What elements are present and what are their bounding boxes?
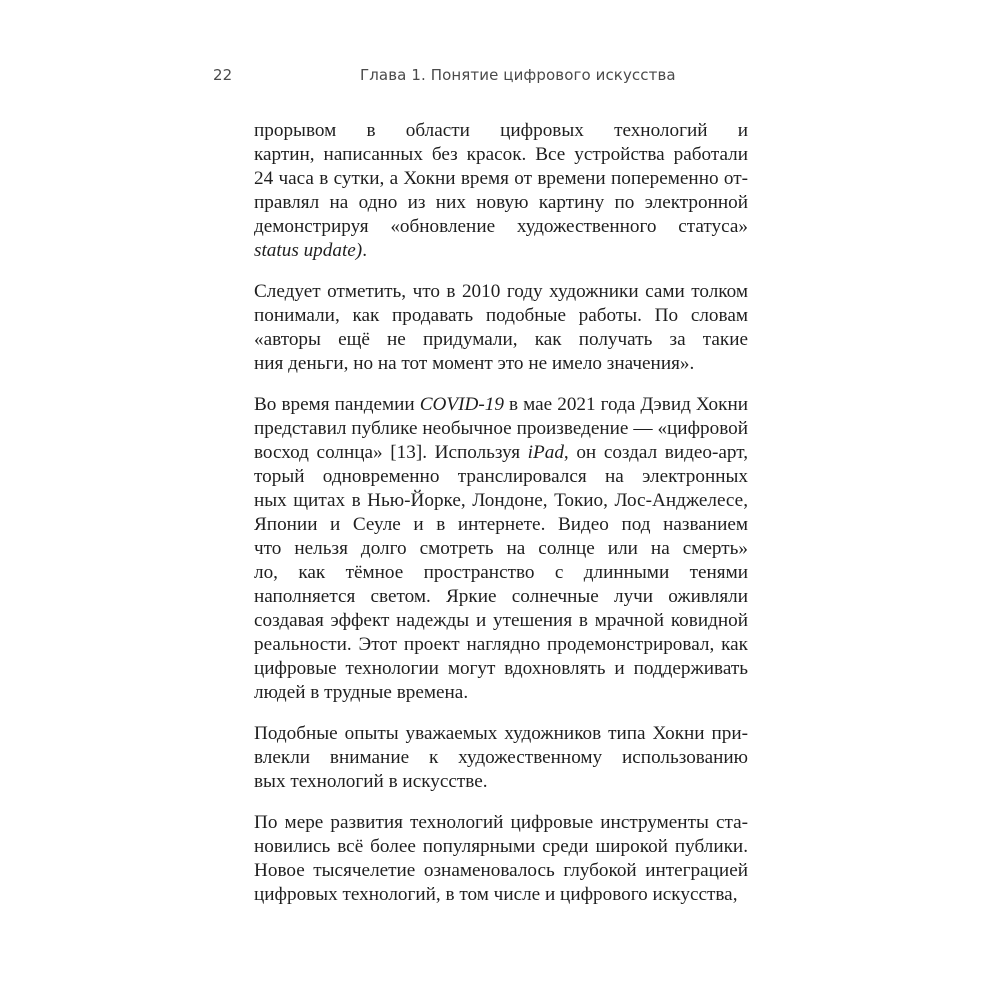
text-line xyxy=(254,770,748,794)
text-line xyxy=(254,681,748,705)
text-line xyxy=(254,119,748,143)
italic-run: COVID-19 xyxy=(419,394,504,415)
text-run: наполняется светом. Яркие солнечные лучи оживляли xyxy=(254,586,748,607)
text-line xyxy=(254,537,748,561)
text-run: демонстрируя «обновление художественного статуса» xyxy=(254,216,748,237)
text-line xyxy=(254,657,748,681)
paragraph xyxy=(254,393,748,705)
text-line xyxy=(254,465,748,489)
chapter-title: Глава 1. Понятие цифрового искусства xyxy=(360,66,676,84)
text-run: новились всё более популярными среди широкой публики. xyxy=(254,836,748,857)
text-run: картин, написанных без красок. Все устройства работали xyxy=(254,144,748,165)
text-run: прорывом в области цифровых технологий и xyxy=(254,120,748,141)
text-run: По мере развития технологий цифровые инструменты ста- xyxy=(254,812,748,833)
text-line xyxy=(254,215,748,239)
text-line xyxy=(254,883,748,907)
text-run: Японии и Сеуле и в интернете. Видео под названием xyxy=(254,514,748,535)
text-line xyxy=(254,352,748,376)
text-run: цифровые технологии могут вдохновлять и поддерживать xyxy=(254,658,748,679)
text-line xyxy=(254,167,748,191)
italic-run: iPad xyxy=(527,442,564,463)
text-run: 24 часа в сутки, а Хокни время от времени попеременно от- xyxy=(254,168,748,189)
text-run: правлял на одно из них новую картину по электронной xyxy=(254,192,748,213)
text-line xyxy=(254,513,748,537)
text-line xyxy=(254,633,748,657)
text-run: Во время пандемии xyxy=(254,394,420,415)
text-run: создавая эффект надежды и утешения в мрачной ковидной xyxy=(254,610,748,631)
text-run: цифровых технологий, в том числе и цифрового искусства, xyxy=(254,884,738,905)
text-line xyxy=(254,393,748,417)
text-run: торый одновременно транслировался на электронных xyxy=(254,466,748,487)
running-header xyxy=(213,66,753,90)
paragraph xyxy=(254,280,748,376)
text-line xyxy=(254,835,748,859)
text-line xyxy=(254,304,748,328)
text-line xyxy=(254,280,748,304)
text-line xyxy=(254,746,748,770)
text-line xyxy=(254,489,748,513)
text-run: Подобные опыты уважаемых художников типа Хокни при- xyxy=(254,723,748,744)
text-run: ных щитах в Нью-Йорке, Лондоне, Токио, Лос-Анджелесе, xyxy=(254,490,748,511)
text-run: вых технологий в искусстве. xyxy=(254,771,488,792)
text-line xyxy=(254,722,748,746)
text-run: Новое тысячелетие ознаменовалось глубокой интеграцией xyxy=(254,860,748,881)
italic-run: status update) xyxy=(254,240,363,261)
text-run: ло, как тёмное пространство с длинными тенями xyxy=(254,562,748,583)
text-run: в мае 2021 года Дэвид Хокни xyxy=(503,394,748,415)
text-run: представил публике необычное произведение — «цифровой xyxy=(254,418,748,439)
text-line xyxy=(254,239,748,263)
text-run: реальности. Этот проект наглядно продемонстрировал, как xyxy=(254,634,748,655)
text-run: , он создал видео-арт, xyxy=(563,442,748,463)
text-run: понимали, как продавать подобные работы. По словам xyxy=(254,305,748,326)
text-run: . xyxy=(362,240,367,261)
text-line xyxy=(254,585,748,609)
text-line xyxy=(254,859,748,883)
text-run: влекли внимание к художественному использованию xyxy=(254,747,748,768)
paragraph xyxy=(254,119,748,263)
text-line xyxy=(254,441,748,465)
text-run: людей в трудные времена. xyxy=(254,682,469,703)
paragraph xyxy=(254,722,748,794)
text-line xyxy=(254,609,748,633)
text-run: Следует отметить, что в 2010 году художники сами толком xyxy=(254,281,748,302)
text-line xyxy=(254,143,748,167)
text-run: ния деньги, но на тот момент это не имело значения». xyxy=(254,353,695,374)
page-number: 22 xyxy=(213,66,233,84)
text-line xyxy=(254,561,748,585)
text-line xyxy=(254,191,748,215)
text-run: восход солнца» [13]. Используя xyxy=(254,442,528,463)
text-line xyxy=(254,811,748,835)
paragraph xyxy=(254,811,748,907)
text-line xyxy=(254,328,748,352)
body-text xyxy=(254,119,748,924)
text-line xyxy=(254,417,748,441)
text-run: что нельзя долго смотреть на солнце или на смерть» xyxy=(254,538,748,559)
text-run: «авторы ещё не придумали, как получать за такие xyxy=(254,329,748,350)
